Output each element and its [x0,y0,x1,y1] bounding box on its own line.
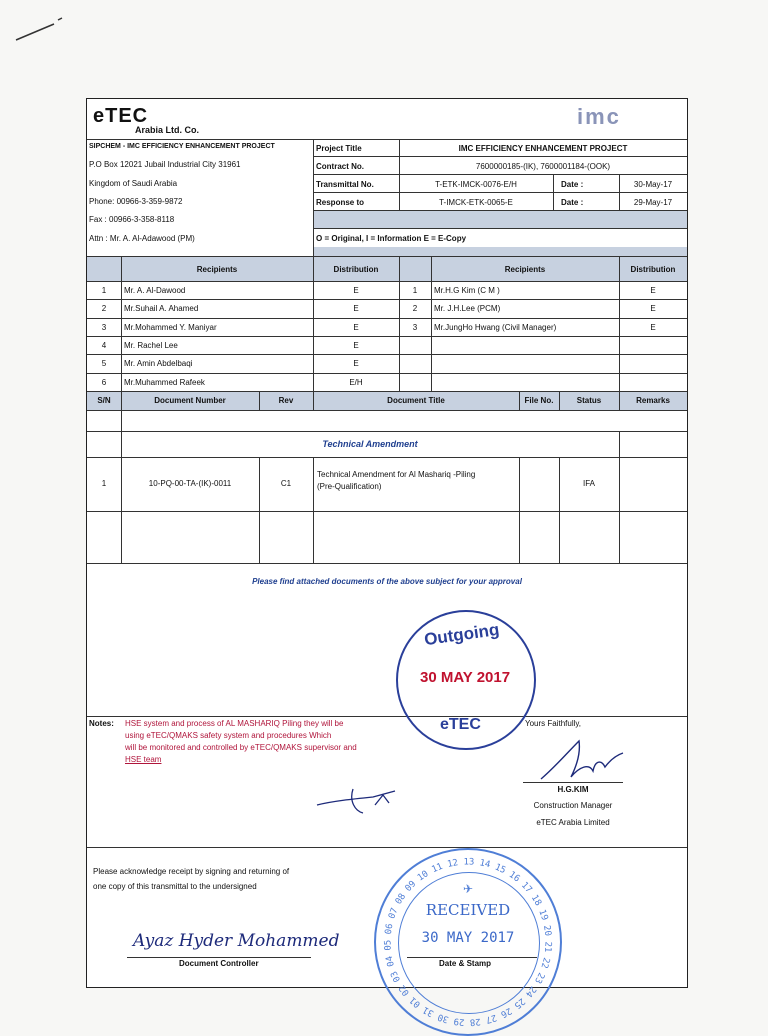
recipient-left-distribution: E [353,359,359,369]
contract-label: Contract No. [316,162,364,171]
sender-attn: Attn : Mr. A. Al-Adawood (PM) [89,234,195,243]
received-stamp-day-number: 03 [389,969,404,984]
received-stamp-day-number: 26 [498,1004,514,1019]
received-stamp-day-number: 23 [532,970,546,985]
received-stamp-word: RECEIVED [425,901,511,919]
doc-header-remarks: Remarks [636,396,670,405]
response-value: T-IMCK-ETK-0065-E [439,198,513,207]
recipient-left-name: Mr. A. Al-Dawood [124,286,186,295]
outgoing-stamp [396,610,536,750]
doc-header-status: Status [576,396,602,405]
scan-mark [14,14,74,44]
received-stamp-day-number: 20 [540,924,553,937]
received-stamp-day-number: 09 [403,879,419,895]
recipient-left-name: Mr. Rachel Lee [124,340,178,350]
recipient-right-name: Mr.H.G Kim (C M ) [434,286,500,295]
received-stamp [374,848,562,1036]
doc-header-sn: S/N [97,396,111,405]
date-label-1: Date : [561,180,584,189]
signoff-title: Construction Manager [533,801,613,810]
outgoing-stamp-word: Outgoing [422,619,501,650]
date-value-1: 30-May-17 [633,180,673,189]
controller-signature: Ayaz Hyder Mohammed [133,931,340,951]
received-stamp-day-number: 02 [397,982,412,998]
recipient-left-distribution: E/H [349,377,363,387]
outgoing-stamp-logo: eTEC [440,716,481,733]
received-stamp-day-number: 15 [493,862,508,877]
doc-row-rev: C1 [280,479,292,488]
received-stamp-day-number: 17 [518,880,534,896]
etec-logo: eTEC [93,105,149,127]
received-stamp-day-number: 21 [541,941,553,953]
controller-label: Document Controller [179,959,259,968]
project-title-value: IMC EFFICIENCY ENHANCEMENT PROJECT [458,144,628,153]
sender-country: Kingdom of Saudi Arabia [89,179,178,188]
distribution-header-left: Distribution [333,265,379,274]
received-stamp-day-number: 07 [387,906,401,921]
recipient-right-distribution: E [650,322,656,332]
sender-project: SIPCHEM - IMC EFFICIENCY ENHANCEMENT PROJECT [89,143,275,150]
received-stamp-day-number: 05 [383,939,394,951]
date-value-2: 29-May-17 [633,198,673,207]
received-stamp-day-number: 08 [393,892,409,907]
approval-note: Please find attached documents of the above subject for your approval [252,577,522,586]
received-stamp-day-number: 12 [446,858,460,870]
outgoing-stamp-date: 30 MAY 2017 [420,669,511,686]
response-label: Response to [316,198,365,207]
copy-legend: O = Original, I = Information E = E-Copy [316,234,467,243]
recipient-right-name: Mr.JungHo Hwang (Civil Manager) [434,322,557,332]
recipient-right-number: 1 [412,286,418,295]
received-stamp-day-number: 27 [484,1011,498,1025]
recipient-right-distribution: E [650,304,656,314]
received-stamp-day-number: 19 [536,908,550,922]
ack-line-1: Please acknowledge receipt by signing and returning of [93,867,290,876]
received-stamp-day-number: 14 [478,858,492,871]
date-stamp-label: Date & Stamp [439,959,492,968]
signoff-closing: Yours Faithfully, [525,719,582,728]
signoff-company: eTEC Arabia Limited [536,818,610,827]
recipient-left-name: Mr.Suhail A. Ahamed [124,304,199,314]
recipient-left-name: Mr. Amin Abdelbaqi [124,359,193,369]
doc-header-rev: Rev [278,396,294,405]
notes-line-1: HSE system and process of AL MASHARIQ Piling they will be [125,719,344,728]
contract-value: 7600000185-(IK), 7600001184-(OOK) [475,162,611,171]
recipient-left-distribution: E [353,286,359,295]
notes-line-2: using eTEC/QMAKS safety system and procedures Which [125,731,332,740]
received-stamp-icon: ✈ [462,882,474,896]
date-label-2: Date : [561,198,584,207]
recipient-right-name: Mr. J.H.Lee (PCM) [434,304,501,314]
received-stamp-day-number: 06 [383,922,396,936]
recipient-left-name: Mr.Muhammed Rafeek [124,377,205,387]
recipient-left-number: 3 [101,322,107,332]
received-stamp-day-number: 22 [538,956,551,970]
recipient-left-number: 1 [101,286,107,295]
transmittal-label: Transmittal No. [316,180,374,189]
received-stamp-date: 30 MAY 2017 [421,930,515,946]
recipient-left-distribution: E [353,304,359,314]
doc-header-file: File No. [524,396,554,405]
received-stamp-day-number: 10 [415,869,431,884]
received-stamp-day-number: 18 [528,893,543,908]
recipient-right-number: 3 [412,322,418,332]
recipient-left-number: 4 [101,340,107,350]
received-stamp-day-number: 01 [408,994,423,1010]
received-stamp-day-number: 25 [511,995,527,1011]
recipient-left-number: 2 [101,304,107,314]
recipient-right-distribution: E [650,286,656,295]
received-stamp-day-number: 04 [384,954,397,968]
doc-row-title-2: (Pre-Qualification) [317,482,382,491]
recipient-left-name: Mr.Mohammed Y. Maniyar [124,322,217,332]
received-stamp-day-number: 30 [436,1011,451,1025]
transmittal-value: T-ETK-IMCK-0076-E/H [435,180,517,189]
sender-address: P.O Box 12021 Jubail Industrial City 31961 [89,160,241,169]
received-stamp-day-number: 11 [430,861,445,876]
recipient-right-number: 2 [412,304,418,314]
sender-phone: Phone: 00966-3-359-9872 [89,197,183,206]
doc-row-title-1: Technical Amendment for Al Mashariq -Piling [317,470,476,479]
notes-line-3: will be monitored and controlled by eTEC/QMAKS supervisor and [125,743,357,752]
recipient-left-number: 5 [101,359,107,369]
recipient-left-number: 6 [101,377,107,387]
recipients-header-left: Recipients [196,265,238,274]
received-stamp-day-number: 28 [469,1015,482,1027]
imc-logo: imc [577,104,621,129]
initials-signature [313,783,413,823]
cm-signature [535,737,625,787]
ack-line-2: one copy of this transmittal to the undersigned [93,882,257,891]
doc-row-sn: 1 [101,479,107,488]
sender-fax: Fax : 00966-3-358-8118 [89,215,175,224]
doc-row-number: 10-PQ-00-TA-(IK)-0011 [148,479,232,488]
signoff-name: H.G.KIM [557,785,589,794]
recipients-header-right: Recipients [504,265,546,274]
doc-header-title: Document Title [387,396,445,405]
received-stamp-day-number: 24 [523,983,538,999]
etec-logo-sub: Arabia Ltd. Co. [135,125,200,135]
distribution-header-right: Distribution [630,265,676,274]
notes-line-4: HSE team [125,755,162,764]
doc-header-number: Document Number [154,396,226,405]
project-title-label: Project Title [316,144,362,153]
received-stamp-day-number: 31 [421,1004,436,1019]
recipient-left-distribution: E [353,340,359,350]
received-stamp-day-number: 16 [506,869,522,885]
received-stamp-day-number: 13 [463,857,475,868]
section-title: Technical Amendment [322,439,418,449]
received-stamp-day-number: 29 [453,1015,466,1027]
recipient-left-distribution: E [353,322,359,332]
doc-row-status: IFA [582,479,595,488]
notes-label: Notes: [89,719,114,728]
